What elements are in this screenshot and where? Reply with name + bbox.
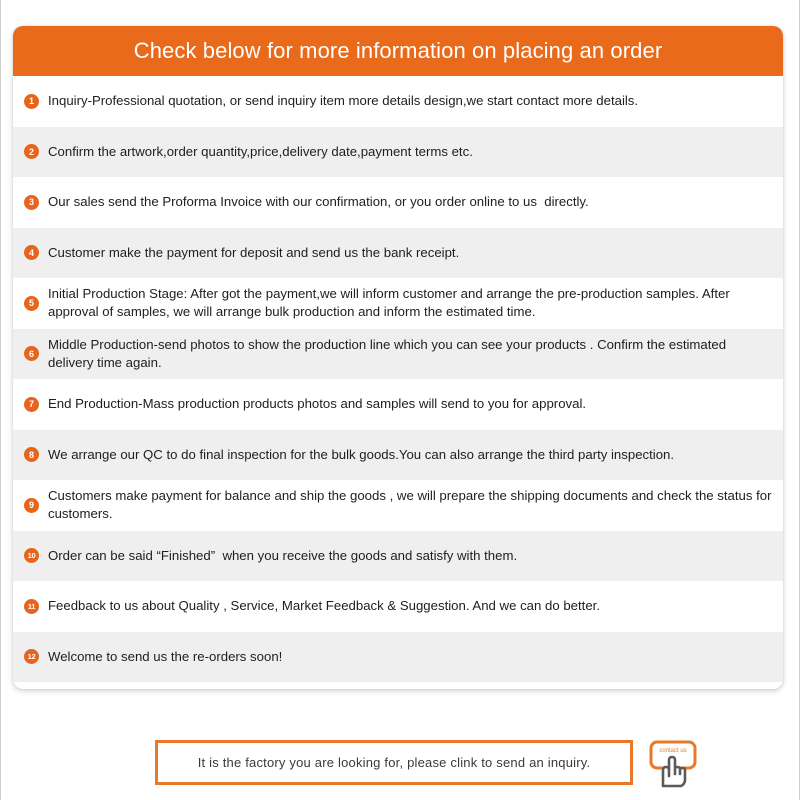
step-text: Order can be said “Finished” when you receive the goods and satisfy with them.: [48, 547, 518, 563]
step-number-badge: 9: [24, 498, 39, 513]
step-item: [13, 329, 783, 380]
step-item: [13, 278, 783, 329]
step-item: [13, 177, 783, 228]
header-title: Check below for more information on placing an order: [133, 38, 663, 63]
step-text: Customers make payment for balance and ship the goods , we will prepare the shipping documents and check the status for customers.: [48, 488, 776, 522]
step-text: We arrange our QC to do final inspection for the bulk goods.You can also arrange the third party inspection.: [48, 446, 675, 462]
steps-list: [13, 76, 783, 682]
step-number-badge: 4: [24, 245, 39, 260]
card-header: [13, 26, 783, 76]
step-number-badge: 2: [24, 144, 39, 159]
inquiry-text: It is the factory you are looking for, please clink to send an inquiry.: [197, 755, 591, 770]
step-text: Initial Production Stage: After got the payment,we will inform customer and arrange the pre-production samples. After approval of samples, we will arrange bulk production and inform the estimated time.: [48, 286, 734, 320]
step-item: [13, 127, 783, 178]
contact-us-button[interactable]: [647, 740, 699, 788]
step-text: Middle Production-send photos to show the production line which you can see your products . Confirm the estimated delivery time again.: [48, 336, 730, 370]
step-item: [13, 531, 783, 582]
step-number-badge: 11: [24, 599, 39, 614]
step-item: [13, 480, 783, 531]
order-process-card: [13, 26, 783, 689]
step-text: End Production-Mass production products photos and samples will send to you for approval.: [48, 396, 587, 412]
step-number-badge: 3: [24, 195, 39, 210]
step-number-badge: 8: [24, 447, 39, 462]
step-text: Feedback to us about Quality , Service, Market Feedback & Suggestion. And we can do better.: [48, 598, 600, 614]
step-text: Our sales send the Proforma Invoice with our confirmation, or you order online to us directly.: [48, 194, 589, 210]
step-text: Welcome to send us the re-orders soon!: [48, 648, 283, 664]
send-inquiry-button[interactable]: [155, 740, 633, 785]
step-number-badge: 6: [24, 346, 39, 361]
step-text: Customer make the payment for deposit and send us the bank receipt.: [48, 244, 460, 260]
step-item: [13, 430, 783, 481]
step-text: Inquiry-Professional quotation, or send inquiry item more details design,we start contact more details.: [48, 93, 639, 109]
step-item: [13, 76, 783, 127]
step-item: [13, 581, 783, 632]
step-item: [13, 379, 783, 430]
contact-us-label: contact us: [659, 748, 687, 754]
step-item: [13, 632, 783, 683]
hand-pointer-icon: [647, 740, 699, 788]
step-number-badge: 5: [24, 296, 39, 311]
step-number-badge: 1: [24, 94, 39, 109]
step-number-badge: 10: [24, 548, 39, 563]
step-number-badge: 7: [24, 397, 39, 412]
step-item: [13, 228, 783, 279]
step-number-badge: 12: [24, 649, 39, 664]
step-text: Confirm the artwork,order quantity,price,delivery date,payment terms etc.: [48, 143, 473, 159]
